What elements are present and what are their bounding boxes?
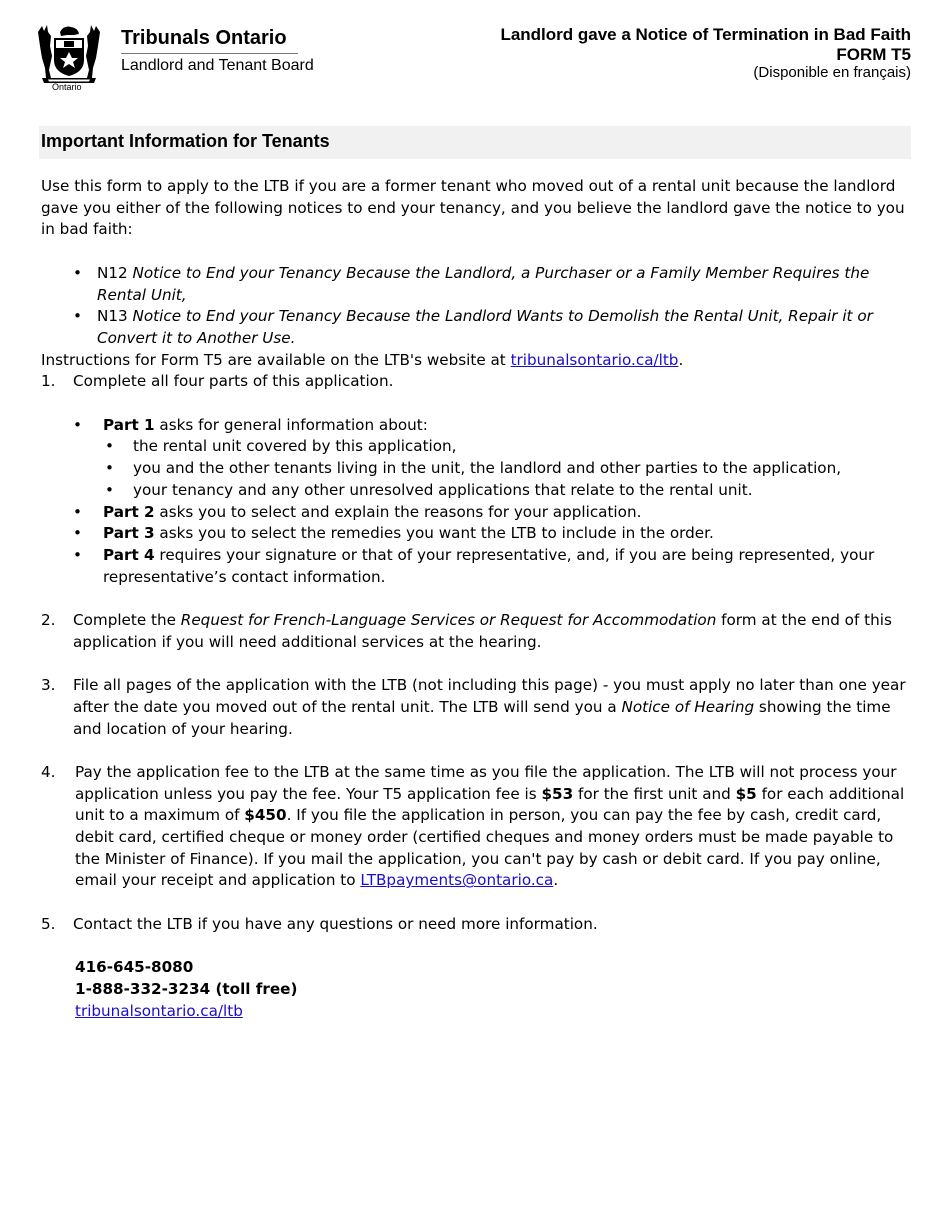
step-2 bbox=[41, 610, 913, 653]
notice-of-hearing-title: Notice of Hearing bbox=[621, 697, 755, 716]
payments-email-link[interactable]: LTBpayments@ontario.ca bbox=[360, 871, 554, 890]
step-number: 2. bbox=[41, 611, 56, 630]
list-item bbox=[105, 458, 913, 480]
part-4-item bbox=[73, 545, 913, 588]
steps-list bbox=[41, 371, 913, 935]
bullet-icon: • bbox=[73, 415, 82, 434]
step-text: . If you file the application in person, you can pay the fee by cash, credit card, debit card, certified cheque or money order (certified cheques and money orders must be made payable to the Minister of Finance). If you mail the application, you can't pay by cash or debit card. If you pay online, email your receipt and application to bbox=[75, 806, 894, 890]
part-text: asks for general information about: bbox=[154, 415, 428, 434]
step-text: for the first unit and bbox=[573, 784, 736, 803]
bullet-icon: • bbox=[73, 502, 82, 521]
fee-first-unit: $53 bbox=[541, 784, 574, 803]
website-link[interactable]: tribunalsontario.ca/ltb bbox=[510, 350, 679, 369]
phone-tollfree bbox=[75, 979, 913, 1001]
subitem-text: your tenancy and any other unresolved applications that relate to the rental unit. bbox=[133, 480, 753, 499]
bullet-icon: • bbox=[73, 545, 82, 564]
bullet-icon: • bbox=[105, 459, 114, 478]
step-1 bbox=[41, 371, 913, 588]
request-form-title: Request for French-Language Services or Request for Accommodation bbox=[180, 611, 717, 630]
organization-name: Tribunals Ontario bbox=[121, 27, 287, 49]
part-label: Part 1 bbox=[103, 415, 155, 434]
part-text: asks you to select the remedies you want the LTB to include in the order. bbox=[154, 524, 714, 543]
bullet-icon: • bbox=[105, 480, 114, 499]
part-1-subitems bbox=[73, 436, 913, 501]
step-text: form at the end of this application if you will need additional services at the hearing. bbox=[73, 611, 892, 651]
part-label: Part 4 bbox=[103, 545, 155, 564]
contact-website-link[interactable]: tribunalsontario.ca/ltb bbox=[75, 1001, 243, 1020]
step-4 bbox=[41, 762, 913, 892]
part-label: Part 2 bbox=[103, 502, 155, 521]
step-number: 3. bbox=[41, 676, 56, 695]
step-5 bbox=[41, 914, 913, 936]
step-number: 5. bbox=[41, 914, 56, 933]
step-3 bbox=[41, 675, 913, 740]
notice-code: N13 bbox=[97, 307, 128, 326]
form-code: FORM T5 bbox=[836, 45, 911, 64]
part-text: asks you to select and explain the reasons for your application. bbox=[154, 502, 642, 521]
contact-website bbox=[75, 1001, 913, 1023]
step-text: File all pages of the application with the LTB (not including this page) - you must apply no later than one year after the date you moved out of the rental unit. The LTB will send you a bbox=[73, 676, 906, 716]
step-text: Contact the LTB if you have any questions or need more information. bbox=[73, 914, 598, 933]
parts-list bbox=[73, 415, 913, 437]
phone-local-text: 416-645-8080 bbox=[75, 958, 194, 977]
contact-block bbox=[41, 957, 913, 1022]
bullet-icon: • bbox=[73, 524, 82, 543]
form-title: Landlord gave a Notice of Termination in Bad Faith bbox=[500, 25, 911, 44]
step-text: Pay the application fee to the LTB at the same time as you file the application. The LTB will not process your application unless you pay the fee. Your T5 application fee is bbox=[75, 762, 897, 803]
parts-list-continued bbox=[73, 502, 913, 589]
list-item bbox=[41, 263, 913, 306]
section-header-bar bbox=[39, 126, 911, 159]
step-text: Complete all four parts of this application. bbox=[73, 372, 394, 391]
part-1-item bbox=[73, 415, 913, 437]
fee-additional-unit: $5 bbox=[735, 784, 757, 803]
bullet-icon: • bbox=[73, 307, 82, 326]
step-number: 4. bbox=[41, 762, 56, 781]
step-text: showing the time and location of your hearing. bbox=[73, 697, 891, 738]
notice-title: Notice to End your Tenancy Because the Landlord Wants to Demolish the Rental Unit, Repair it or Convert it to Another Use. bbox=[97, 307, 873, 347]
bullet-icon: • bbox=[73, 263, 82, 282]
notice-list bbox=[41, 263, 913, 350]
crest-caption: Ontario bbox=[52, 82, 82, 92]
list-item bbox=[105, 436, 913, 458]
subitem-text: the rental unit covered by this application, bbox=[133, 437, 457, 456]
step-text: Complete the bbox=[73, 611, 181, 630]
subitem-text: you and the other tenants living in the unit, the landlord and other parties to the application, bbox=[133, 459, 842, 478]
intro-paragraph: Use this form to apply to the LTB if you are a former tenant who moved out of a rental unit because the landlord gave you either of the following notices to end your tenancy, and you believe the landlord gave the notice to you in bad faith: bbox=[41, 177, 905, 239]
part-3-item bbox=[73, 523, 913, 545]
board-name: Landlord and Tenant Board bbox=[121, 57, 314, 74]
instructions-suffix: . bbox=[678, 350, 684, 369]
bullet-icon: • bbox=[105, 437, 114, 456]
list-item bbox=[105, 480, 913, 502]
step-number: 1. bbox=[41, 372, 56, 391]
instructions-content bbox=[41, 176, 913, 1022]
part-2-item bbox=[73, 502, 913, 524]
section-title: Important Information for Tenants bbox=[41, 131, 330, 151]
tribunals-ontario-logo bbox=[34, 22, 314, 96]
phone-local bbox=[75, 957, 913, 979]
notice-code: N12 bbox=[97, 263, 128, 282]
logo-divider bbox=[121, 53, 298, 54]
phone-tollfree-text: 1-888-332-3234 (toll free) bbox=[75, 979, 298, 998]
step-text: for each additional unit to a maximum of bbox=[75, 784, 905, 825]
fee-maximum: $450 bbox=[244, 806, 287, 825]
step-text: . bbox=[553, 871, 559, 890]
list-item bbox=[41, 306, 913, 349]
instructions-line bbox=[41, 350, 913, 372]
part-text: requires your signature or that of your representative, and, if you are being represented, your representative’s contact information. bbox=[103, 545, 875, 586]
form-header bbox=[500, 25, 911, 81]
instructions-text: Instructions for Form T5 are available on the LTB's website at bbox=[41, 350, 511, 369]
notice-title: Notice to End your Tenancy Because the Landlord, a Purchaser or a Family Member Requires the Rental Unit, bbox=[97, 263, 870, 304]
part-label: Part 3 bbox=[103, 524, 155, 543]
language-note: (Disponible en français) bbox=[753, 64, 911, 81]
